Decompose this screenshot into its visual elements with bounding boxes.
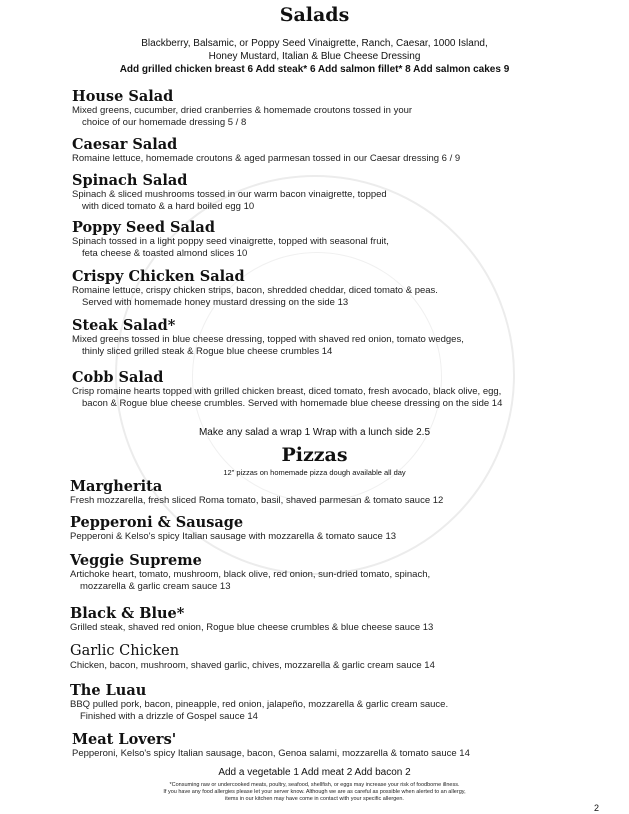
menu-item xyxy=(70,552,430,593)
menu-item-name: Caesar Salad xyxy=(72,136,178,153)
description-line: Romaine lettuce, homemade croutons & aged parmesan tossed in our Caesar dressing 6 / 9 xyxy=(72,153,461,164)
menu-item xyxy=(72,88,412,129)
description-line: Fresh mozzarella, fresh sliced Roma tomato, basil, shaved parmesan & tomato sauce 12 xyxy=(70,495,444,506)
description-line: Grilled steak, shaved red onion, Rogue blue cheese crumbles & blue cheese sauce 13 xyxy=(70,622,434,633)
menu-item-description xyxy=(72,105,412,129)
description-line: BBQ pulled pork, bacon, pineapple, red onion, jalapeño, mozzarella & garlic cream sauce. xyxy=(70,699,449,710)
salad-wrap-options: Make any salad a wrap 1 Wrap with a lunch side 2.5 xyxy=(198,427,431,438)
menu-item xyxy=(70,514,396,543)
menu-item xyxy=(72,731,470,760)
menu-item xyxy=(72,219,389,260)
menu-item-description xyxy=(72,285,438,309)
menu-item xyxy=(70,605,433,634)
menu-item-name: House Salad xyxy=(72,88,174,105)
description-line: Chicken, bacon, mushroom, shaved garlic, chives, mozzarella & garlic cream sauce 14 xyxy=(70,660,435,671)
menu-item-name: The Luau xyxy=(70,682,147,699)
pizza-addons: Add a vegetable 1 Add meat 2 Add bacon 2 xyxy=(218,767,411,778)
description-line: bacon & Rogue blue cheese crumbles. Served with homemade blue cheese dressing on the side 14 xyxy=(82,398,503,409)
menu-item-name: Margherita xyxy=(70,478,163,495)
menu-item-name: Black & Blue* xyxy=(70,605,185,622)
description-line: choice of our homemade dressing 5 / 8 xyxy=(82,117,247,128)
menu-item-name: Steak Salad* xyxy=(72,317,176,334)
description-line: Spinach & sliced mushrooms tossed in our warm bacon vinaigrette, topped xyxy=(72,189,387,200)
menu-item-name: Cobb Salad xyxy=(72,369,164,386)
description-line: Artichoke heart, tomato, mushroom, black olive, red onion, sun-dried tomato, spinach, xyxy=(70,569,431,580)
menu-item xyxy=(70,682,448,723)
salad-protein-addons: Add grilled chicken breast 6 Add steak* 6 Add salmon fillet* 8 Add salmon cakes 9 xyxy=(119,64,510,75)
allergy-disclaimer-line-3: items in our kitchen may have come in contact with your specific allergen. xyxy=(225,796,404,802)
description-line: Spinach tossed in a light poppy seed vinaigrette, topped with seasonal fruit, xyxy=(72,236,389,247)
description-line: thinly sliced grilled steak & Rogue blue cheese crumbles 14 xyxy=(82,346,333,357)
dressing-options-line-2: Honey Mustard, Italian & Blue Cheese Dressing xyxy=(208,51,421,62)
menu-item-description xyxy=(72,236,389,260)
menu-item-name: Veggie Supreme xyxy=(70,552,202,569)
description-line: feta cheese & toasted almond slices 10 xyxy=(82,248,248,259)
pizzas-title: Pizzas xyxy=(281,444,348,466)
menu-item-description xyxy=(70,495,443,507)
menu-item xyxy=(72,317,464,358)
menu-item-description xyxy=(70,531,396,543)
page-number: 2 xyxy=(594,803,600,813)
menu-item-description xyxy=(72,748,470,760)
menu-item-description xyxy=(72,334,464,358)
menu-item-description xyxy=(70,660,435,672)
allergy-disclaimer-line-1: *Consuming raw or undercooked meats, poultry, seafood, shellfish, or eggs may increase your risk of foodborne illness. xyxy=(169,782,460,788)
menu-item-name: Pepperoni & Sausage xyxy=(70,514,244,531)
menu-item xyxy=(70,478,443,507)
menu-item xyxy=(72,369,502,410)
description-line: Served with homemade honey mustard dressing on the side 13 xyxy=(82,297,349,308)
description-line: with diced tomato & a hard boiled egg 10 xyxy=(82,201,255,212)
menu-item xyxy=(70,643,435,672)
menu-item-description xyxy=(72,189,387,213)
menu-item-name: Poppy Seed Salad xyxy=(72,219,215,236)
menu-item xyxy=(72,268,438,309)
pizzas-subtitle: 12" pizzas on homemade pizza dough available all day xyxy=(223,468,406,477)
description-line: Crisp romaine hearts topped with grilled chicken breast, diced tomato, fresh avocado, black olive, egg, xyxy=(72,386,502,397)
menu-item-description xyxy=(70,569,430,593)
description-line: Mixed greens tossed in blue cheese dressing, topped with shaved red onion, tomato wedges, xyxy=(72,334,464,345)
menu-item-description xyxy=(70,622,433,634)
menu-item-description xyxy=(72,153,460,165)
description-line: Romaine lettuce, crispy chicken strips, bacon, shredded cheddar, diced tomato & peas. xyxy=(72,285,438,296)
menu-item-name: Spinach Salad xyxy=(72,172,188,189)
menu-item-name: Crispy Chicken Salad xyxy=(72,268,245,285)
description-line: mozzarella & garlic cream sauce 13 xyxy=(80,581,231,592)
description-line: Mixed greens, cucumber, dried cranberries & homemade croutons tossed in your xyxy=(72,105,413,116)
menu-item-name: Meat Lovers' xyxy=(72,731,177,748)
menu-item xyxy=(72,136,460,165)
salads-title: Salads xyxy=(279,4,350,26)
description-line: Pepperoni, Kelso's spicy Italian sausage, bacon, Genoa salami, mozzarella & tomato sauce 14 xyxy=(72,748,470,759)
description-line: Pepperoni & Kelso's spicy Italian sausage with mozzarella & tomato sauce 13 xyxy=(70,531,397,542)
menu-item-description xyxy=(72,386,502,410)
menu-item xyxy=(72,172,387,213)
allergy-disclaimer-line-2: If you have any food allergies please let your server know. Although we are as careful as possible when alerted to an allergy, xyxy=(163,789,466,795)
menu-item-name: Garlic Chicken xyxy=(70,643,180,659)
dressing-options-line-1: Blackberry, Balsamic, or Poppy Seed Vinaigrette, Ranch, Caesar, 1000 Island, xyxy=(141,38,488,49)
description-line: Finished with a drizzle of Gospel sauce 14 xyxy=(80,711,258,722)
menu-item-description xyxy=(70,699,448,723)
